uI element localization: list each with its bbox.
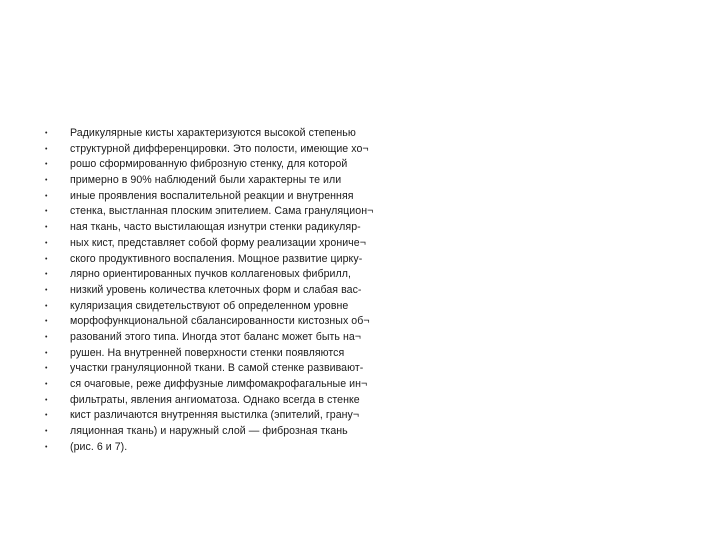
bullet-icon: • [45, 192, 48, 200]
bullet-icon: • [45, 443, 48, 451]
bullet-icon: • [45, 349, 48, 357]
text-line [40, 142, 440, 158]
line-text: лярно ориентированных пучков коллагеновых фибрилл, [70, 268, 351, 281]
line-text: рушен. На внутренней поверхности стенки появляются [70, 346, 345, 359]
line-text: фильтраты, явления ангиоматоза. Однако всегда в стенке [70, 393, 360, 406]
text-line [40, 377, 440, 393]
line-text: морфофункциональной сбалансированности кистозных об¬ [70, 315, 370, 328]
line-text: структурной дифференцировки. Это полости, имеющие хо¬ [70, 142, 369, 155]
text-line [40, 189, 440, 205]
bullet-icon: • [45, 333, 48, 341]
line-text: иные проявления воспалительной реакции и внутренняя [70, 189, 354, 202]
bullet-icon: • [45, 177, 48, 185]
text-line [40, 330, 440, 346]
line-text: рошо сформированную фиброзную стенку, для которой [70, 158, 348, 171]
bullet-icon: • [45, 412, 48, 420]
line-text: ных кист, представляет собой форму реализации хрониче¬ [70, 236, 366, 249]
text-line [40, 393, 440, 409]
text-line [40, 220, 440, 236]
bullet-icon: • [45, 208, 48, 216]
body-text [40, 126, 440, 455]
bullet-icon: • [45, 161, 48, 169]
line-text: разований этого типа. Иногда этот баланс может быть на¬ [70, 330, 362, 343]
line-text: кист различаются внутренняя выстилка (эпителий, грану¬ [70, 409, 360, 422]
text-line [40, 267, 440, 283]
bullet-icon: • [45, 302, 48, 310]
text-line [40, 408, 440, 424]
bullet-icon: • [45, 255, 48, 263]
line-text: ляционная ткань) и наружный слой — фиброзная ткань [70, 425, 348, 438]
line-text: стенка, выстланная плоским эпителием. Сама грануляцион¬ [70, 205, 374, 218]
bullet-icon: • [45, 318, 48, 326]
text-line [40, 314, 440, 330]
text-line [40, 204, 440, 220]
bullet-icon: • [45, 396, 48, 404]
bullet-icon: • [45, 239, 48, 247]
line-text: Радикулярные кисты характеризуются высокой степенью [70, 127, 356, 139]
line-text: ся очаговые, реже диффузные лимфомакрофагальные ин¬ [70, 378, 368, 390]
text-line [40, 361, 440, 377]
text-line [40, 236, 440, 252]
bullet-icon: • [45, 130, 48, 137]
bullet-icon: • [45, 365, 48, 373]
line-text: участки грануляционной ткани. В самой стенке развивают- [70, 362, 364, 375]
text-line [40, 346, 440, 362]
line-text: ского продуктивного воспаления. Мощное развитие цирку- [70, 252, 363, 265]
text-line [40, 440, 440, 456]
line-text: низкий уровень количества клеточных форм и слабая вас- [70, 283, 362, 296]
text-line [40, 126, 440, 142]
bullet-icon: • [45, 271, 48, 279]
text-line [40, 252, 440, 268]
text-line [40, 173, 440, 189]
line-text: примерно в 90% наблюдений были характерны те или [70, 174, 342, 187]
text-line [40, 299, 440, 315]
text-line [40, 283, 440, 299]
bullet-icon: • [45, 145, 48, 153]
text-line [40, 157, 440, 173]
line-text: куляризация свидетельствуют об определенном уровне [70, 299, 349, 312]
bullet-icon: • [45, 224, 48, 232]
bullet-icon: • [45, 381, 48, 388]
line-text: (рис. 6 и 7). [70, 440, 128, 453]
bullet-icon: • [45, 286, 48, 294]
line-text: ная ткань, часто выстилающая изнутри стенки радикуляр- [70, 221, 361, 234]
bullet-icon: • [45, 428, 48, 436]
text-line [40, 424, 440, 440]
